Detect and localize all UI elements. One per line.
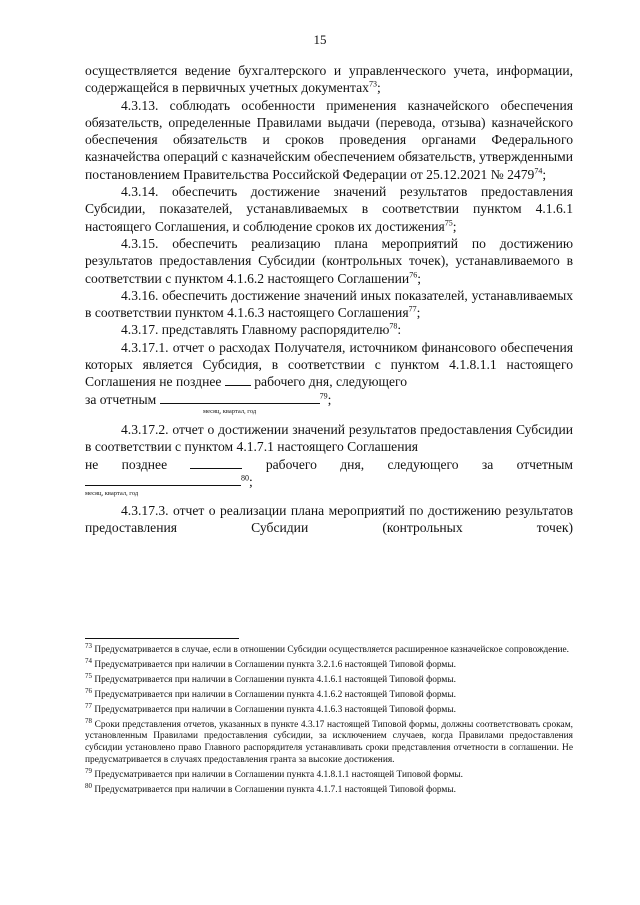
- paragraph-4-3-17-2-line: не позднее рабочего дня, следующего за отчетным: [85, 456, 574, 472]
- footnote-ref[interactable]: 78: [389, 321, 398, 331]
- period-blank[interactable]: [85, 474, 241, 486]
- footnote-number: 74: [85, 656, 92, 665]
- document-body: [85, 62, 573, 537]
- paragraph-4-3-15: 4.3.15. обеспечить реализацию плана мероприятий по достижению результатов предоставления Субсидии (контрольных точек), устанавливаемого в соответствии с пунктом 4.1.6.2 настоящего Соглашении$^{76}$;: [85, 235, 573, 286]
- days-blank[interactable]: [190, 457, 242, 469]
- paragraph-4-3-16: 4.3.16. обеспечить достижение значений иных показателей, устанавливаемых в соответствии пунктом 4.1.6.3 настоящего Соглашения$^{77}$;: [85, 287, 573, 321]
- paragraph-4-3-17-2-tail: $^{80}$;: [85, 473, 573, 490]
- period-caption: месяц, квартал, год: [203, 407, 257, 415]
- footnote: $^{80}$ Предусматривается при наличии в Соглашении пункта 4.1.7.1 настоящей Типовой формы.: [85, 781, 456, 796]
- footnote-number: 79: [85, 767, 92, 776]
- footnote-number: 80: [85, 781, 92, 790]
- period-caption: месяц, квартал, год: [85, 490, 139, 498]
- footnote-separator: [85, 638, 239, 639]
- footnote: $^{79}$ Предусматривается при наличии в Соглашении пункта 4.1.8.1.1 настоящей Типовой формы.: [85, 767, 464, 781]
- footnote-number: 76: [85, 686, 92, 695]
- paragraph-4-3-17-2: 4.3.17.2. отчет о достижении значений результатов предоставления Субсидии в соответствии с пунктом 4.1.7.1 настоящего Соглашения: [85, 421, 573, 455]
- footnote: $^{76}$ Предусматривается при наличии в Соглашении пункта 4.1.6.2 настоящей Типовой формы.: [85, 686, 456, 700]
- paragraph-4-3-14: 4.3.14. обеспечить достижение значений результатов предоставления Субсидии, показателей, устанавливаемых в соответствии пунктом 4.1.6.1 настоящего Соглашения, и соблюдение сроков их достижения$^{75}$;: [85, 184, 573, 234]
- footnote-ref[interactable]: 73: [368, 79, 377, 89]
- paragraph-4-3-17-1: 4.3.17.1. отчет о расходах Получателя, источником финансового обеспечения которых является Субсидия, в соответствии с пунктом 4.1.8.1.1 настоящего Соглашения не позднее рабочего дня, следующего: [85, 339, 573, 390]
- footnote: $^{77}$ Предусматривается при наличии в Соглашении пункта 4.1.6.3 настоящей Типовой формы.: [85, 701, 456, 715]
- paragraph-4-3-17-1-tail: за отчетным $^{79}$;: [85, 391, 332, 407]
- footnote: $^{74}$ Предусматривается при наличии в Соглашении пункта 3.2.1.6 настоящей Типовой формы.: [85, 656, 456, 670]
- paragraph-4-3-17-3: 4.3.17.3. отчет о реализации плана мероприятий по достижению результатов предоставления Субсидии (контрольных точек): [85, 503, 573, 536]
- paragraph-continuation: осуществляется ведение бухгалтерского и управленческого учета, информации, содержащейся в первичных учетных документах$^{73}$;: [85, 63, 573, 96]
- footnote-number: 78: [85, 716, 92, 725]
- paragraph-4-3-17: 4.3.17. представлять Главному распорядителю$^{78}$:: [121, 321, 402, 338]
- period-blank[interactable]: [160, 392, 320, 404]
- footnote-ref[interactable]: 80: [241, 473, 249, 483]
- days-blank[interactable]: [225, 374, 251, 386]
- footnote-number: 73: [85, 641, 92, 650]
- footnote-ref[interactable]: 75: [444, 218, 453, 228]
- footnotes: [85, 641, 573, 800]
- footnote-ref[interactable]: 79: [319, 391, 328, 401]
- page-number: 15: [313, 32, 327, 47]
- footnote-number: 75: [85, 671, 92, 680]
- paragraph-4-3-13: 4.3.13. соблюдать особенности применения казначейского обеспечения обязательств, определенные Правилами выдачи (перевода, отзыва) казначейского обеспечения обязательств и сроков проведения органами Федерального казначейства операций с казначейским обеспечением обязательств, утвержденными постановлением Правительства Российской Федерации от 25.12.2021 № 2479$^{74}$;: [85, 97, 573, 182]
- footnote-ref[interactable]: 76: [409, 270, 418, 280]
- footnote-ref[interactable]: 77: [408, 304, 417, 314]
- footnote: $^{78}$ Сроки представления отчетов, указанных в пункте 4.3.17 настоящей Типовой формы, должны соответствовать срокам, установленным Правилами предоставления субсидии, за исключением случаев, когда Правилами предоставления субсидии установлено право Главного распорядителя устанавливать сроки представления отчетности в соглашении. Не предусматривается в случаях предоставления гранта за высокие достижения.: [85, 716, 573, 766]
- footnote-number: 77: [85, 701, 92, 710]
- footnote: $^{75}$ Предусматривается при наличии в Соглашении пункта 4.1.6.1 настоящей Типовой формы.: [85, 671, 456, 685]
- footnote-ref[interactable]: 74: [534, 166, 543, 176]
- footnote: $^{73}$ Предусматривается в случае, если в отношении Субсидии осуществляется расширенное казначейское сопровождение.: [85, 641, 569, 655]
